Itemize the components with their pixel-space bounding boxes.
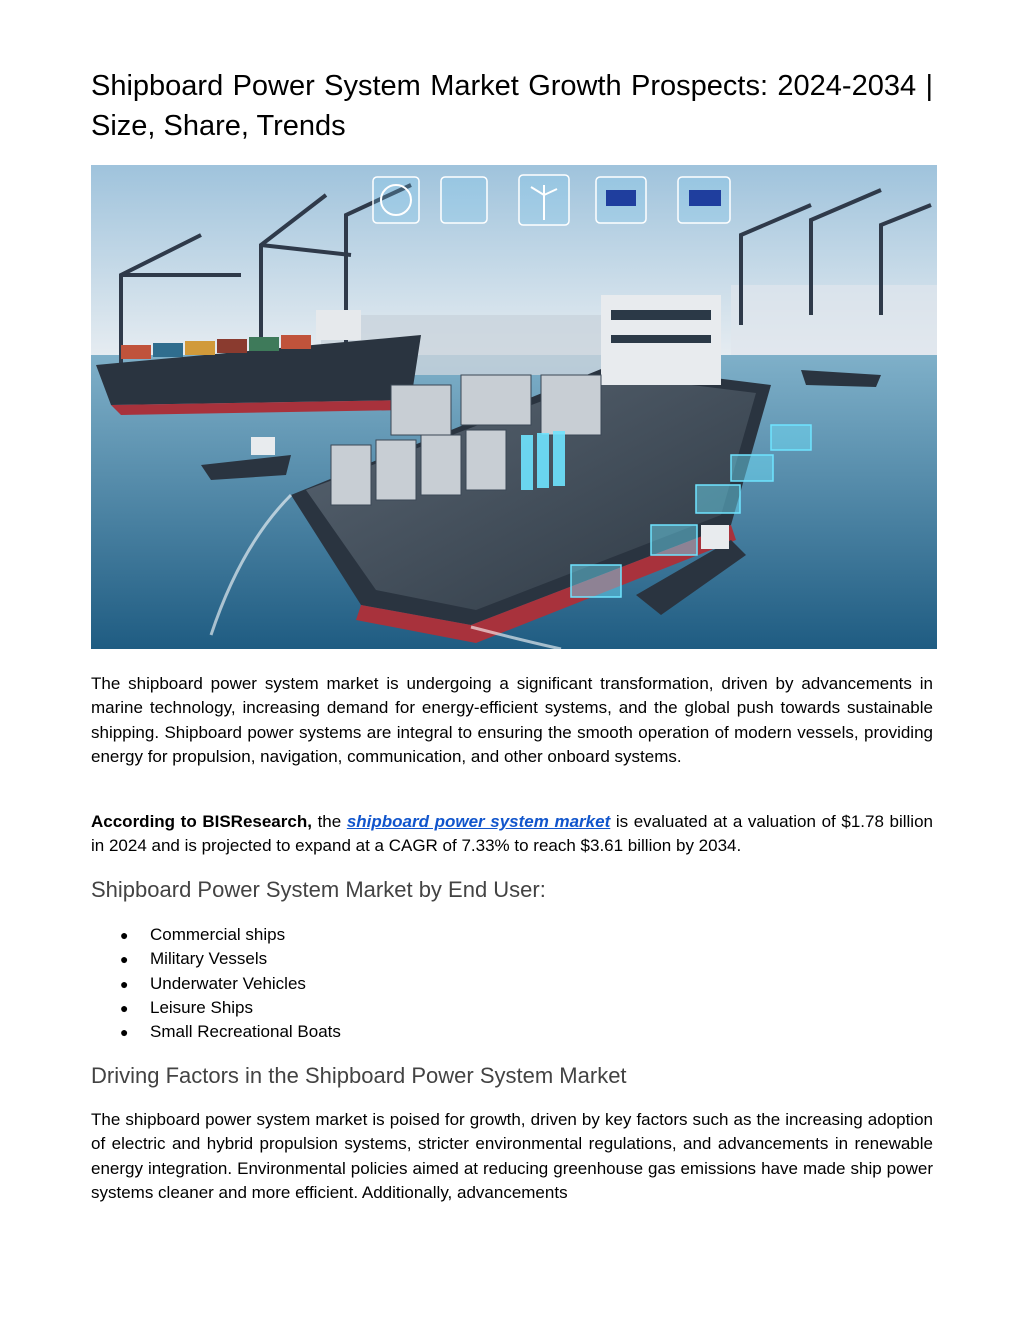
bullet-icon: ●: [120, 951, 129, 968]
list-item: [91, 1020, 341, 1044]
bullet-icon: ●: [120, 1024, 129, 1041]
drivers-heading: Driving Factors in the Shipboard Power System Market: [91, 1063, 627, 1088]
list-item-label: Commercial ships: [150, 925, 286, 944]
list-item-label: Military Vessels: [150, 949, 268, 969]
text-before-link: the: [311, 812, 347, 831]
intro-paragraph: The shipboard power system market is undergoing a significant transformation, driven by advancements in marine technology, increasing demand for energy-efficient systems, and the global push towards sustainable shipping. Shipboard power systems are integral to ensuring the smooth operation of modern vessels, providing energy for propulsion, navigation, communication, and other onboard systems.: [91, 674, 933, 767]
bullet-icon: ●: [120, 927, 129, 943]
end-user-heading: Shipboard Power System Market by End User:: [91, 877, 546, 902]
list-item-label: Underwater Vehicles: [150, 973, 306, 993]
source-lead: According to BISResearch,: [91, 812, 312, 831]
market-report-link[interactable]: shipboard power system market: [346, 812, 611, 831]
list-item: [91, 947, 341, 971]
bullet-icon: ●: [120, 975, 129, 992]
drivers-paragraph: The shipboard power system market is poised for growth, driven by key factors such as the increasing adoption of electric and hybrid propulsion systems, stricter environmental regulations, and advancements in renewable energy integration. Environmental policies aimed at reducing greenhouse gas emissions have made ship power systems cleaner and more efficient. Additionally, advancements: [91, 1110, 933, 1203]
valuation-paragraph: [91, 810, 933, 859]
end-user-list: [91, 923, 341, 1044]
bullet-icon: ●: [120, 999, 129, 1016]
list-item: [91, 923, 341, 947]
list-item-label: Leisure Ships: [150, 997, 254, 1017]
list-item: [91, 972, 341, 996]
page-title: Shipboard Power System Market Growth Prospects: 2024-2034 | Size, Share, Trends: [91, 70, 933, 142]
hero-image: [91, 165, 937, 649]
list-item-label: Small Recreational Boats: [150, 1022, 341, 1042]
valuation-text: is evaluated at a valuation of $1.78 billion in 2024 and is projected to expand at a CAGR of 7.33% to reach $3.61 billion by 2034.: [91, 812, 933, 856]
list-item: [91, 996, 341, 1020]
